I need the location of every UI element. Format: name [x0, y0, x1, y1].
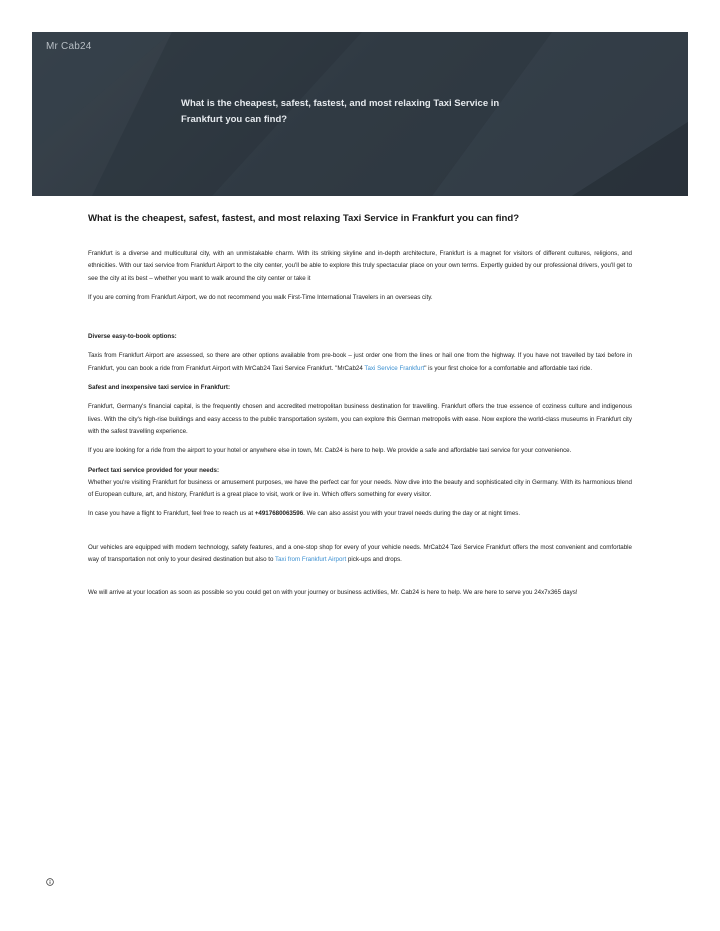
section-heading-perfect: Perfect taxi service provided for your needs:	[88, 466, 220, 474]
article-content	[88, 212, 632, 607]
section-heading-safest: Safest and inexpensive taxi service in Frankfurt:	[88, 384, 231, 392]
text-span: Our vehicles are equipped with modern technology, safety features, and a one-stop shop for every of your vehicle needs. MrCab24 Taxi Service Frankfurt offers the most convenient and comfortable way of transportation not only to your desired destination but also to	[88, 543, 632, 564]
phone-number[interactable]: +4917680063596	[254, 510, 304, 518]
article-title: What is the cheapest, safest, fastest, and most relaxing Taxi Service in Frankfurt you can find?	[88, 213, 520, 224]
taxi-from-airport-link[interactable]: Taxi from Frankfurt Airport	[275, 556, 347, 564]
text-span: . We can also assist you with your travel needs during the day or at night times.	[303, 510, 521, 518]
text-span: " is your first choice for a comfortable and affordable taxi ride.	[424, 364, 593, 372]
brand-logo-text[interactable]: Mr Cab24	[46, 41, 92, 52]
vehicles-paragraph	[88, 542, 632, 567]
intro-paragraph-1: Frankfurt is a diverse and multicultural city, with an unmistakable charm. With its striking skyline and in-depth architecture, Frankfurt is a magnet for visitors of different cultures, religions, and ethnicities. With our taxi service from Frankfurt Airport to the city center, you'll be able to explore this truly spectacular place on your own terms. Expertly guided by our professional drivers, you'll get to see the city at its best – whether you want to walk around the city center or take it	[88, 250, 633, 282]
text-span: pick-ups and drops.	[346, 556, 402, 564]
closing-paragraph: We will arrive at your location as soon as possible so you could get on with your journey or business activities, Mr. Cab24 is here to help. We are here to serve you 24x7x365 days!	[88, 589, 578, 597]
hero-banner	[32, 32, 688, 196]
section-heading-options: Diverse easy-to-book options:	[88, 333, 177, 341]
text-span: Taxis from Frankfurt Airport are assessed, so there are other options available from pre-book – just order one from the lines or hail one from the highway. If you have not travelled by taxi before in Frankfurt, you can book a ride from Frankfurt Airport with MrCab24 Taxi Service Frankfurt. "MrCab24	[88, 352, 632, 372]
section-perfect-paragraph-1: Whether you're visiting Frankfurt for business or amusement purposes, we have the perfect car for your needs. Now dive into the beauty and sophisticated city in Germany. With its harmonious blend of European culture, art, and history, Frankfurt is a great place to visit, work or live in. Which offers something for every visitor.	[88, 478, 632, 499]
text-span: In case you have a flight to Frankfurt, feel free to reach us at	[88, 510, 255, 518]
hero-title: What is the cheapest, safest, fastest, and most relaxing Taxi Service in Frankfurt you can find?	[181, 98, 500, 125]
section-options-paragraph	[88, 350, 632, 375]
section-safest-paragraph-1: Frankfurt, Germany's financial capital, is the frequently chosen and accredited metropolitan business destination for travelling. Frankfurt offers the true essence of coziness culture and indigenous lives. With the city's high-rise buildings and easy access to the public transportation system, you can explore this German metropolis with ease. Now explore the world-class museums in Frankfurt city with the safest travelling experience.	[88, 403, 632, 435]
intro-paragraph-2: If you are coming from Frankfurt Airport, we do not recommend you walk First-Time International Travelers in an overseas city.	[88, 293, 433, 301]
section-safest-paragraph-2: If you are looking for a ride from the airport to your hotel or anywhere else in town, Mr. Cab24 is here to help. We provide a safe and affordable taxi service for your convenience.	[88, 447, 572, 455]
document-page	[32, 32, 688, 931]
info-icon[interactable]	[46, 878, 54, 886]
taxi-service-frankfurt-link[interactable]: Taxi Service Frankfurt	[364, 364, 425, 372]
section-perfect-paragraph-2	[88, 508, 632, 520]
